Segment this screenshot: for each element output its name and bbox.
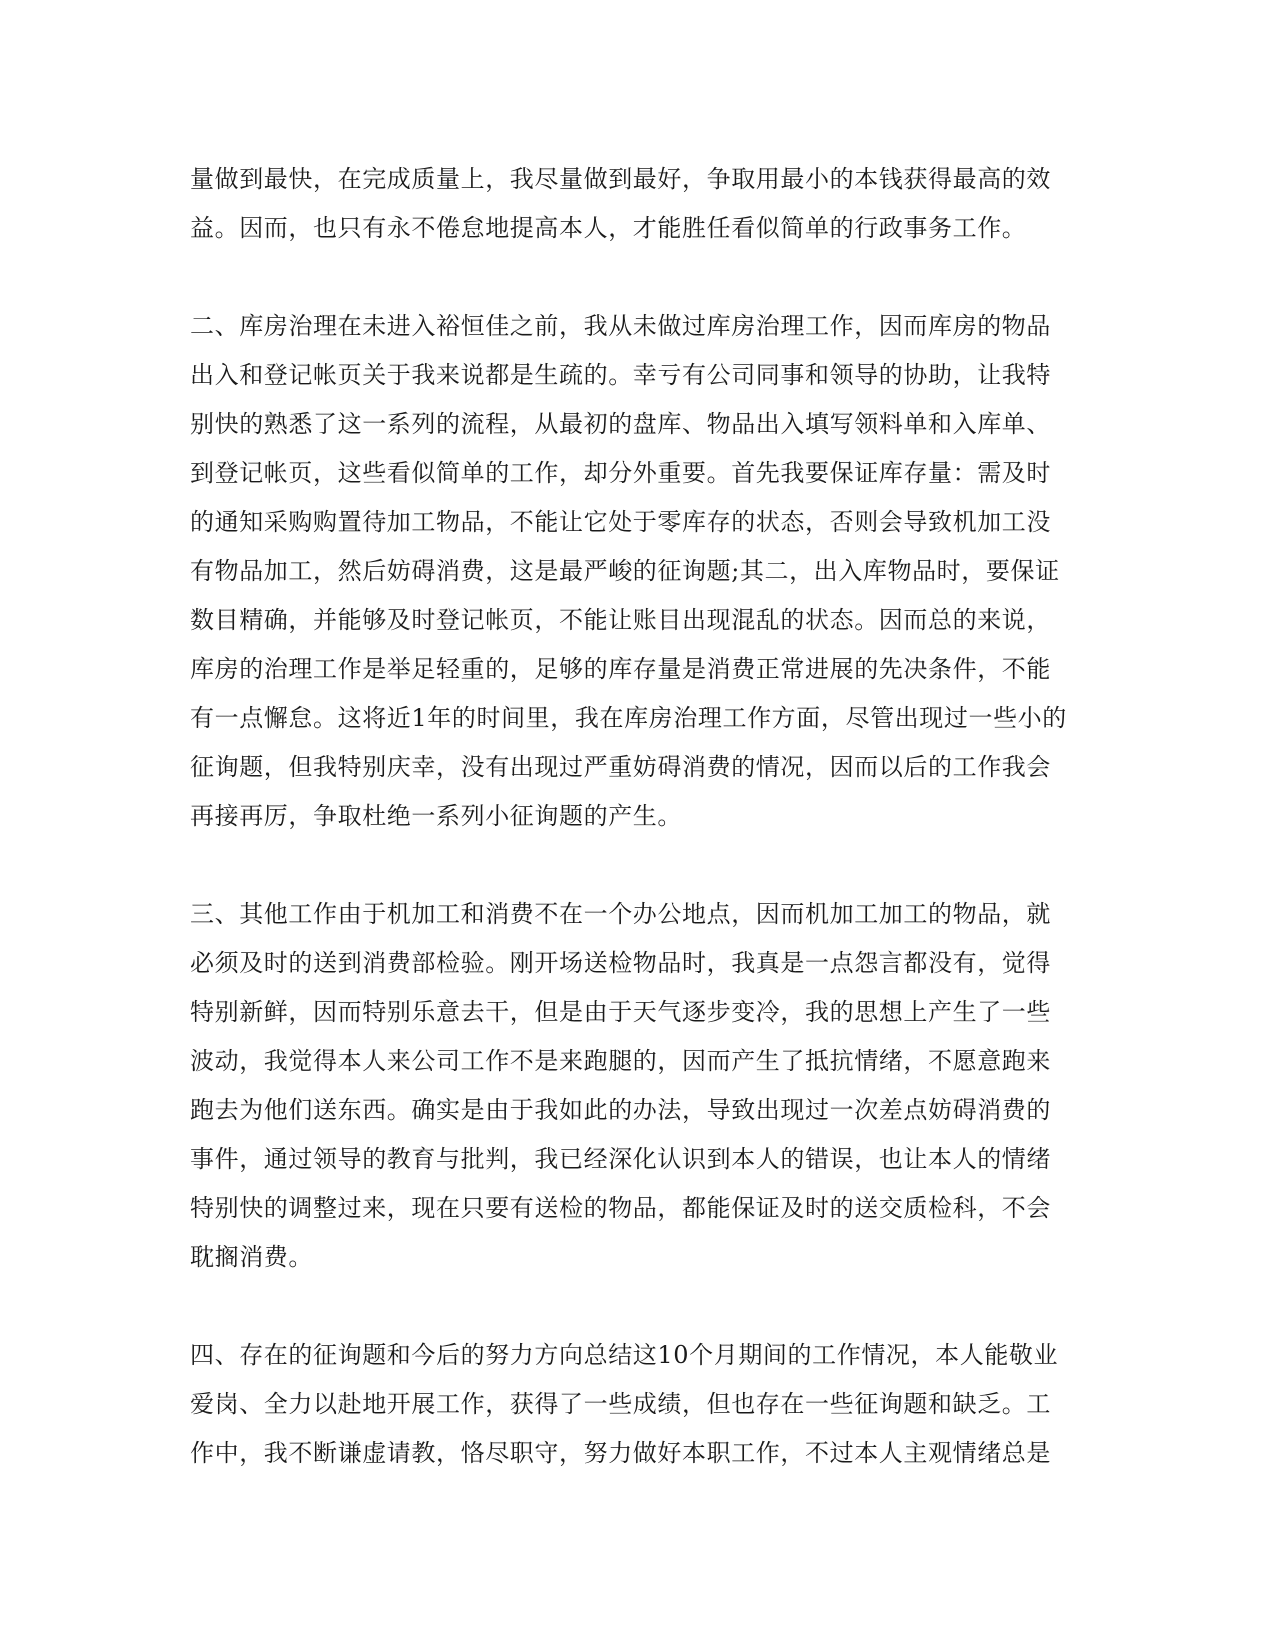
document-body xyxy=(190,155,1080,1478)
text-line: 征询题，但我特别庆幸，没有出现过严重妨碍消费的情况，因而以后的工作我会 xyxy=(190,753,1051,781)
text-line: 到登记帐页，这些看似简单的工作，却分外重要。首先我要保证库存量：需及时 xyxy=(190,459,1051,487)
paragraph-warehouse-management xyxy=(190,302,1080,841)
text-line: 特别新鲜，因而特别乐意去干，但是由于天气逐步变冷，我的思想上产生了一些 xyxy=(190,998,1051,1026)
text-line: 出入和登记帐页关于我来说都是生疏的。幸亏有公司同事和领导的协助，让我特 xyxy=(190,361,1051,389)
text-line: 数目精确，并能够及时登记帐页，不能让账目出现混乱的状态。因而总的来说， xyxy=(190,606,1051,634)
paragraph-intro-continuation xyxy=(190,155,1080,253)
text-line: 事件，通过领导的教育与批判，我已经深化认识到本人的错误，也让本人的情绪 xyxy=(190,1145,1051,1173)
text-line: 别快的熟悉了这一系列的流程，从最初的盘库、物品出入填写领料单和入库单、 xyxy=(190,410,1051,438)
paragraph-problems-and-direction xyxy=(190,1331,1080,1478)
text-line: 量做到最快，在完成质量上，我尽量做到最好，争取用最小的本钱获得最高的效 xyxy=(190,165,1051,193)
paragraph-gap xyxy=(190,253,1080,302)
text-line: 爱岗、全力以赴地开展工作，获得了一些成绩，但也存在一些征询题和缺乏。工 xyxy=(190,1390,1051,1418)
text-line: 必须及时的送到消费部检验。刚开场送检物品时，我真是一点怨言都没有，觉得 xyxy=(190,949,1051,977)
text-line: 波动，我觉得本人来公司工作不是来跑腿的，因而产生了抵抗情绪，不愿意跑来 xyxy=(190,1047,1051,1075)
text-line: 四、存在的征询题和今后的努力方向总结这10个月期间的工作情况，本人能敬业 xyxy=(190,1341,1059,1369)
paragraph-other-work xyxy=(190,890,1080,1282)
text-line: 益。因而，也只有永不倦怠地提高本人，才能胜任看似简单的行政事务工作。 xyxy=(190,214,1027,242)
text-line: 再接再厉，争取杜绝一系列小征询题的产生。 xyxy=(190,802,682,830)
text-line: 三、其他工作由于机加工和消费不在一个办公地点，因而机加工加工的物品，就 xyxy=(190,900,1051,928)
text-line: 有一点懈怠。这将近1年的时间里，我在库房治理工作方面，尽管出现过一些小的 xyxy=(190,704,1067,732)
text-line: 的通知采购购置待加工物品，不能让它处于零库存的状态，否则会导致机加工没 xyxy=(190,508,1051,536)
text-line: 耽搁消费。 xyxy=(190,1243,313,1271)
text-line: 二、库房治理在未进入裕恒佳之前，我从未做过库房治理工作，因而库房的物品 xyxy=(190,312,1051,340)
text-line: 有物品加工，然后妨碍消费，这是最严峻的征询题;其二，出入库物品时，要保证 xyxy=(190,557,1060,585)
text-line: 库房的治理工作是举足轻重的，足够的库存量是消费正常进展的先决条件，不能 xyxy=(190,655,1051,683)
text-line: 作中，我不断谦虚请教，恪尽职守，努力做好本职工作，不过本人主观情绪总是 xyxy=(190,1439,1051,1467)
text-line: 特别快的调整过来，现在只要有送检的物品，都能保证及时的送交质检科，不会 xyxy=(190,1194,1051,1222)
text-line: 跑去为他们送东西。确实是由于我如此的办法，导致出现过一次差点妨碍消费的 xyxy=(190,1096,1051,1124)
paragraph-gap xyxy=(190,1282,1080,1331)
paragraph-gap xyxy=(190,841,1080,890)
